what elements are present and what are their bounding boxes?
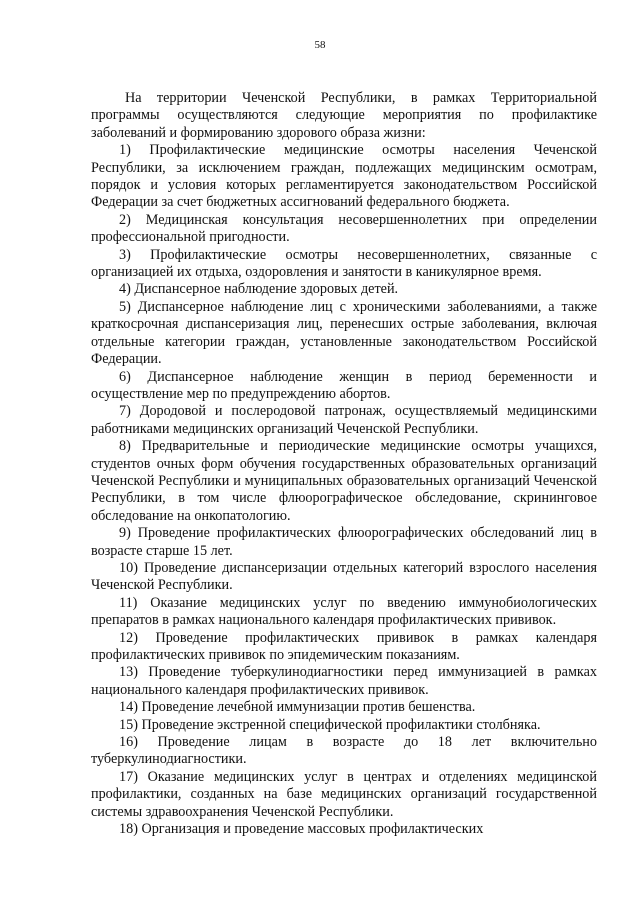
list-item-17: 17) Оказание медицинских услуг в центрах и отделениях медицинской профилактики, созданных на базе медицинских организаций государственной системы здравоохранения Чеченской Республики.: [91, 768, 597, 820]
list-item-18: 18) Организация и проведение массовых профилактических: [119, 821, 484, 838]
list-item-12: 12) Проведение профилактических прививок в рамках календаря профилактических прививок по эпидемическим показаниям.: [91, 629, 597, 663]
list-item-10: 10) Проведение диспансеризации отдельных категорий взрослого населения Чеченской Республики.: [91, 559, 597, 594]
document-body: [91, 90, 597, 838]
list-item-9: 9) Проведение профилактических флюорографических обследований лиц в возрасте старше 15 лет.: [91, 525, 597, 559]
list-item-1: 1) Профилактические медицинские осмотры населения Чеченской Республики, за исключением граждан, подлежащих медицинским осмотрам, порядок и условия которых регламентируется законодательством Российской Федерации за счет бюджетных ассигнований федерального бюджета.: [91, 142, 597, 211]
list-item-15: 15) Проведение экстренной специфической профилактики столбняка.: [119, 716, 541, 733]
list-item-11: 11) Оказание медицинских услуг по введению иммунобиологических препаратов в рамках национального календаря профилактических прививок.: [91, 594, 597, 629]
list-item-16: 16) Проведение лицам в возрасте до 18 лет включительно туберкулинодиагностики.: [91, 734, 597, 768]
list-item-13: 13) Проведение туберкулинодиагностики перед иммунизацией в рамках национального календаря профилактических прививок.: [91, 664, 597, 698]
page-number: 58: [314, 39, 326, 51]
intro-paragraph: На территории Чеченской Республики, в рамках Территориальной программы осуществляются следующие мероприятия по профилактике заболеваний и формированию здорового образа жизни:: [91, 90, 597, 141]
list-item-14: 14) Проведение лечебной иммунизации против бешенства.: [119, 699, 476, 716]
list-item-7: 7) Дородовой и послеродовой патронаж, осуществляемый медицинскими работниками медицинских организаций Чеченской Республики.: [91, 403, 597, 437]
list-item-5: 5) Диспансерное наблюдение лиц с хроническими заболеваниями, а также краткосрочная диспансеризация лиц, перенесших острые заболевания, включая отдельные категории граждан, установленные законодательством Российской Федерации.: [91, 298, 597, 368]
list-item-2: 2) Медицинская консультация несовершеннолетних при определении профессиональной пригодности.: [91, 211, 597, 246]
list-item-8: 8) Предварительные и периодические медицинские осмотры учащихся, студентов очных форм обучения государственных образовательных организаций Чеченской Республики и муниципальных образовательных организаций Чеченской Республики, в том числе флюорографическое обследование, скрининговое обследование на онкопатологию.: [91, 438, 597, 524]
list-item-3: 3) Профилактические осмотры несовершеннолетних, связанные с организацией их отдыха, оздоровления и занятости в каникулярное время.: [91, 246, 597, 281]
list-item-6: 6) Диспансерное наблюдение женщин в период беременности и осуществление мер по предупреждению абортов.: [91, 368, 597, 402]
list-item-4: 4) Диспансерное наблюдение здоровых детей.: [119, 281, 399, 298]
